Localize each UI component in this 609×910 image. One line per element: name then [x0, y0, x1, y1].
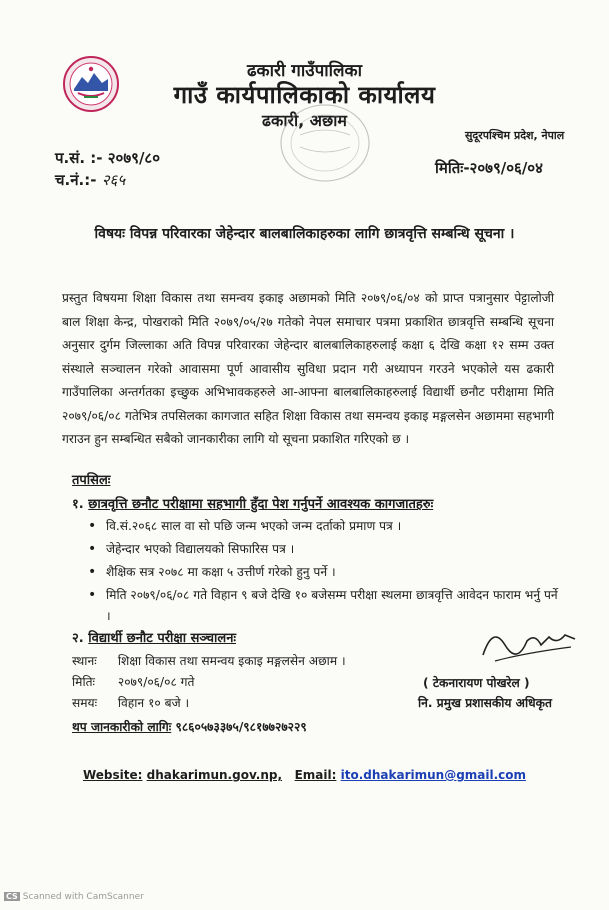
- contact-label: थप जानकारीको लागिः: [72, 720, 172, 734]
- signatory-name: ( टेकनारायण पोखरेल ): [423, 676, 530, 690]
- exam-time-value: विहान १० बजे ।: [117, 696, 190, 710]
- letter-date: [435, 158, 543, 178]
- exam-time-label: समयः: [72, 696, 98, 710]
- contact-phones: ९८६०५७३३७५/९८१७७२७२२९: [175, 720, 307, 734]
- list-item: • शैक्षिक सत्र २०७८ मा कक्षा ५ उत्तीर्ण गरेको हुनु पर्ने ।: [88, 562, 558, 583]
- place-value: शिक्षा विकास तथा समन्वय इकाइ मङ्गलसेन अछाम ।: [117, 654, 346, 668]
- email-label: Email:: [294, 768, 337, 782]
- list-item: • जेहेन्दार भएको विद्यालयको सिफारिस पत्र ।: [88, 539, 558, 560]
- section-2-number: २.: [72, 631, 84, 646]
- exam-date-label: मितिः: [72, 675, 96, 689]
- scanner-text: Scanned with CamScanner: [22, 892, 144, 902]
- ps-value: २०७९/८०: [107, 149, 161, 167]
- office-seal-stamp: [270, 95, 380, 195]
- required-documents-list: [88, 516, 558, 629]
- section-2-title: विद्यार्थी छनौट परीक्षा सञ्चालनः: [88, 631, 237, 646]
- website-label: Website:: [82, 768, 143, 782]
- reference-number: [55, 148, 160, 168]
- scanner-watermark: [4, 892, 144, 902]
- dispatch-number: [55, 170, 125, 190]
- chn-label: च.नं.:-: [55, 171, 97, 189]
- website-link[interactable]: dhakarimun.gov.np,: [146, 768, 283, 782]
- section-2-heading: [72, 628, 236, 646]
- office-name: गाउँ कार्यपालिकाको कार्यालय: [173, 81, 436, 109]
- list-item: • मिति २०७९/०६/०८ गते विहान ९ बजे देखि १० बजेसम्म परीक्षा स्थलमा छात्रवृत्ति आवेदन फाराम भर्नु पर्ने ।: [88, 585, 558, 627]
- handwritten-signature: [475, 615, 585, 675]
- camscanner-icon: CS: [6, 892, 18, 901]
- ps-label: प.सं. :-: [55, 149, 103, 167]
- office-location: ढकारी, अछाम: [262, 111, 347, 130]
- tapasil-heading: तपसिलः: [72, 473, 111, 488]
- date-label: मितिः-: [435, 159, 470, 177]
- date-value: २०७९/०६/०४: [469, 159, 543, 177]
- province-name: सुदूरपश्चिम प्रदेश, नेपाल: [465, 129, 565, 142]
- body-paragraph: प्रस्तुत विषयमा शिक्षा विकास तथा समन्वय इकाइ अछामको मिति २०७९/०६/०४ को प्राप्त पत्रानुसार पेट्टालोजी बाल शिक्षा केन्द्र, पोखराको मिति २०७९/०५/२७ गतेको नेपल समाचार पत्रमा प्रकाशित छात्रवृत्ति सम्बन्धि सूचना अनुसार दुर्गम जिल्लाका अति विपन्न परिवारका जेहेन्दार बालबालिकाहरुलाई कक्षा ६ देखि कक्षा १२ सम्म उक्त संस्थाले सञ्चालन गरेको आवासमा पूर्ण आवासीय सुविधा प्रदान गरी अध्यापन गरउने भएकोले यस ढकारी गाउँपालिका अन्तर्गतका इच्छुक अभिभावकहरुले आ-आफ्ना बालबालिकाहरुलाई विद्यार्थी छनौट परीक्षामा मिति २०७९/०६/०८ गतेभित्र तपसिलका कागजात सहित शिक्षा विकास तथा समन्वय इकाइ मङ्गलसेन अछाममा सहभागी गराउन हुन सम्बन्धित सबैको जानकारीका लागि यो सूचना प्रकाशित गरिएको छ ।: [62, 291, 554, 446]
- subject-line: विषयः विपन्न परिवारका जेहेन्दार बालबालिकाहरुका लागि छात्रवृत्ति सम्बन्धि सूचना ।: [94, 226, 515, 242]
- exam-date-row: [72, 673, 194, 690]
- contact-info: [72, 718, 307, 735]
- place-label: स्थानः: [72, 654, 97, 668]
- section-1-title: छात्रवृत्ति छनौट परीक्षामा सहभागी हुँदा पेश गर्नुपर्ने आवश्यक कागजातहरुः: [88, 497, 434, 512]
- exam-place-row: [72, 652, 346, 669]
- section-1-number: १.: [72, 497, 84, 512]
- section-1-heading: [72, 494, 433, 512]
- chn-value: २६५: [101, 171, 126, 189]
- signatory-designation: नि. प्रमुख प्रशासकीय अधिकृत: [418, 696, 552, 710]
- contact-footer: [0, 768, 609, 782]
- list-item: • वि.सं.२०६८ साल वा सो पछि जन्म भएको जन्म दर्ताको प्रमाण पत्र ।: [88, 516, 558, 537]
- exam-date-value: २०७९/०६/०८ गते: [117, 675, 195, 689]
- municipality-name: ढकारी गाउँपालिका: [246, 61, 363, 81]
- email-link[interactable]: ito.dhakarimun@gmail.com: [340, 768, 527, 782]
- exam-time-row: [72, 694, 189, 711]
